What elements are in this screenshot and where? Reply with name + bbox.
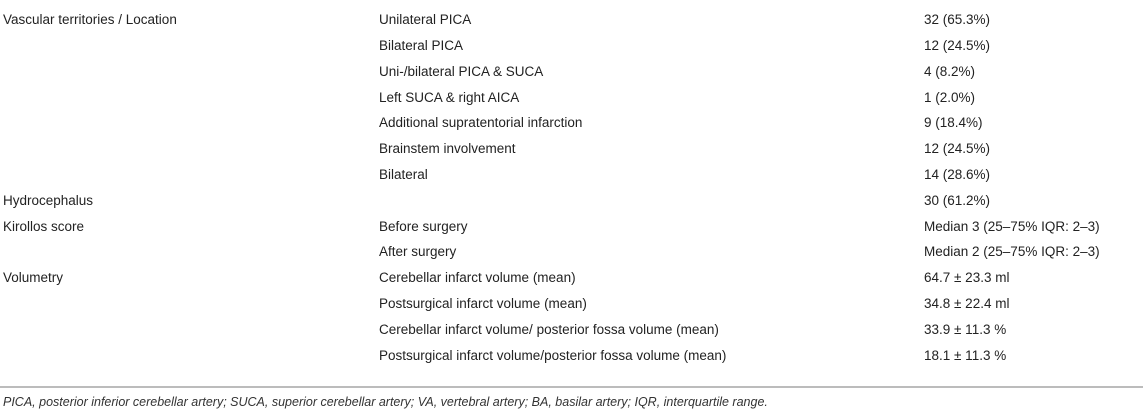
data-table [0,7,1143,368]
table-row [0,84,1143,110]
item-cell: Bilateral PICA [379,37,464,53]
category-cell [0,291,379,317]
category-cell [0,136,379,162]
category-cell [0,84,379,110]
value-cell: 64.7 ± 23.3 ml [924,270,1010,286]
value-cell: 33.9 ± 11.3 % [924,321,1007,337]
value-cell: Median 2 (25–75% IQR: 2–3) [924,244,1100,260]
table-row [0,265,1143,291]
table-row [0,291,1143,317]
table-row [0,342,1143,368]
table-row [0,188,1143,214]
value-cell: 1 (2.0%) [924,89,976,105]
item-cell: Uni-/bilateral PICA & SUCA [379,63,544,79]
category-cell: Vascular territories / Location [3,12,177,28]
category-cell [0,59,379,85]
value-cell: 30 (61.2%) [924,192,991,208]
table-row [0,59,1143,85]
category-cell [0,317,379,343]
item-cell: Brainstem involvement [379,141,516,157]
item-cell: Before surgery [379,218,468,234]
value-cell: 12 (24.5%) [924,141,991,157]
item-cell: Additional supratentorial infarction [379,115,583,131]
category-cell [0,239,379,265]
category-cell: Volumetry [3,270,64,286]
item-cell: After surgery [379,244,457,260]
value-cell: 12 (24.5%) [924,37,991,53]
category-cell [0,162,379,188]
category-cell: Kirollos score [3,218,85,234]
value-cell: 32 (65.3%) [924,12,991,28]
item-cell [379,188,924,214]
table-row [0,317,1143,343]
item-cell: Postsurgical infarct volume (mean) [379,295,587,311]
category-cell [0,342,379,368]
table-row [0,162,1143,188]
table-row [0,33,1143,59]
category-cell [0,110,379,136]
table-row [0,239,1143,265]
table-row [0,7,1143,33]
category-cell: Hydrocephalus [3,192,94,208]
item-cell: Bilateral [379,166,428,182]
data-table-rows [0,7,1143,368]
value-cell: 4 (8.2%) [924,63,976,79]
value-cell: 14 (28.6%) [924,166,991,182]
item-cell: Left SUCA & right AICA [379,89,520,105]
item-cell: Unilateral PICA [379,12,472,28]
table-body [0,7,1143,368]
table-row [0,213,1143,239]
table-row [0,110,1143,136]
value-cell: 18.1 ± 11.3 % [924,347,1007,363]
category-cell [0,33,379,59]
value-cell: 9 (18.4%) [924,115,983,131]
table-bottom-rule [0,386,1143,388]
value-cell: 34.8 ± 22.4 ml [924,295,1010,311]
item-cell: Cerebellar infarct volume (mean) [379,270,576,286]
item-cell: Postsurgical infarct volume/posterior fossa volume (mean) [379,347,727,363]
table-footnote: PICA, posterior inferior cerebellar artery; SUCA, superior cerebellar artery; VA, vertebral artery; BA, basilar artery; IQR, interquartile range. [3,395,768,409]
value-cell: Median 3 (25–75% IQR: 2–3) [924,218,1100,234]
item-cell: Cerebellar infarct volume/ posterior fossa volume (mean) [379,321,719,337]
table-row [0,136,1143,162]
